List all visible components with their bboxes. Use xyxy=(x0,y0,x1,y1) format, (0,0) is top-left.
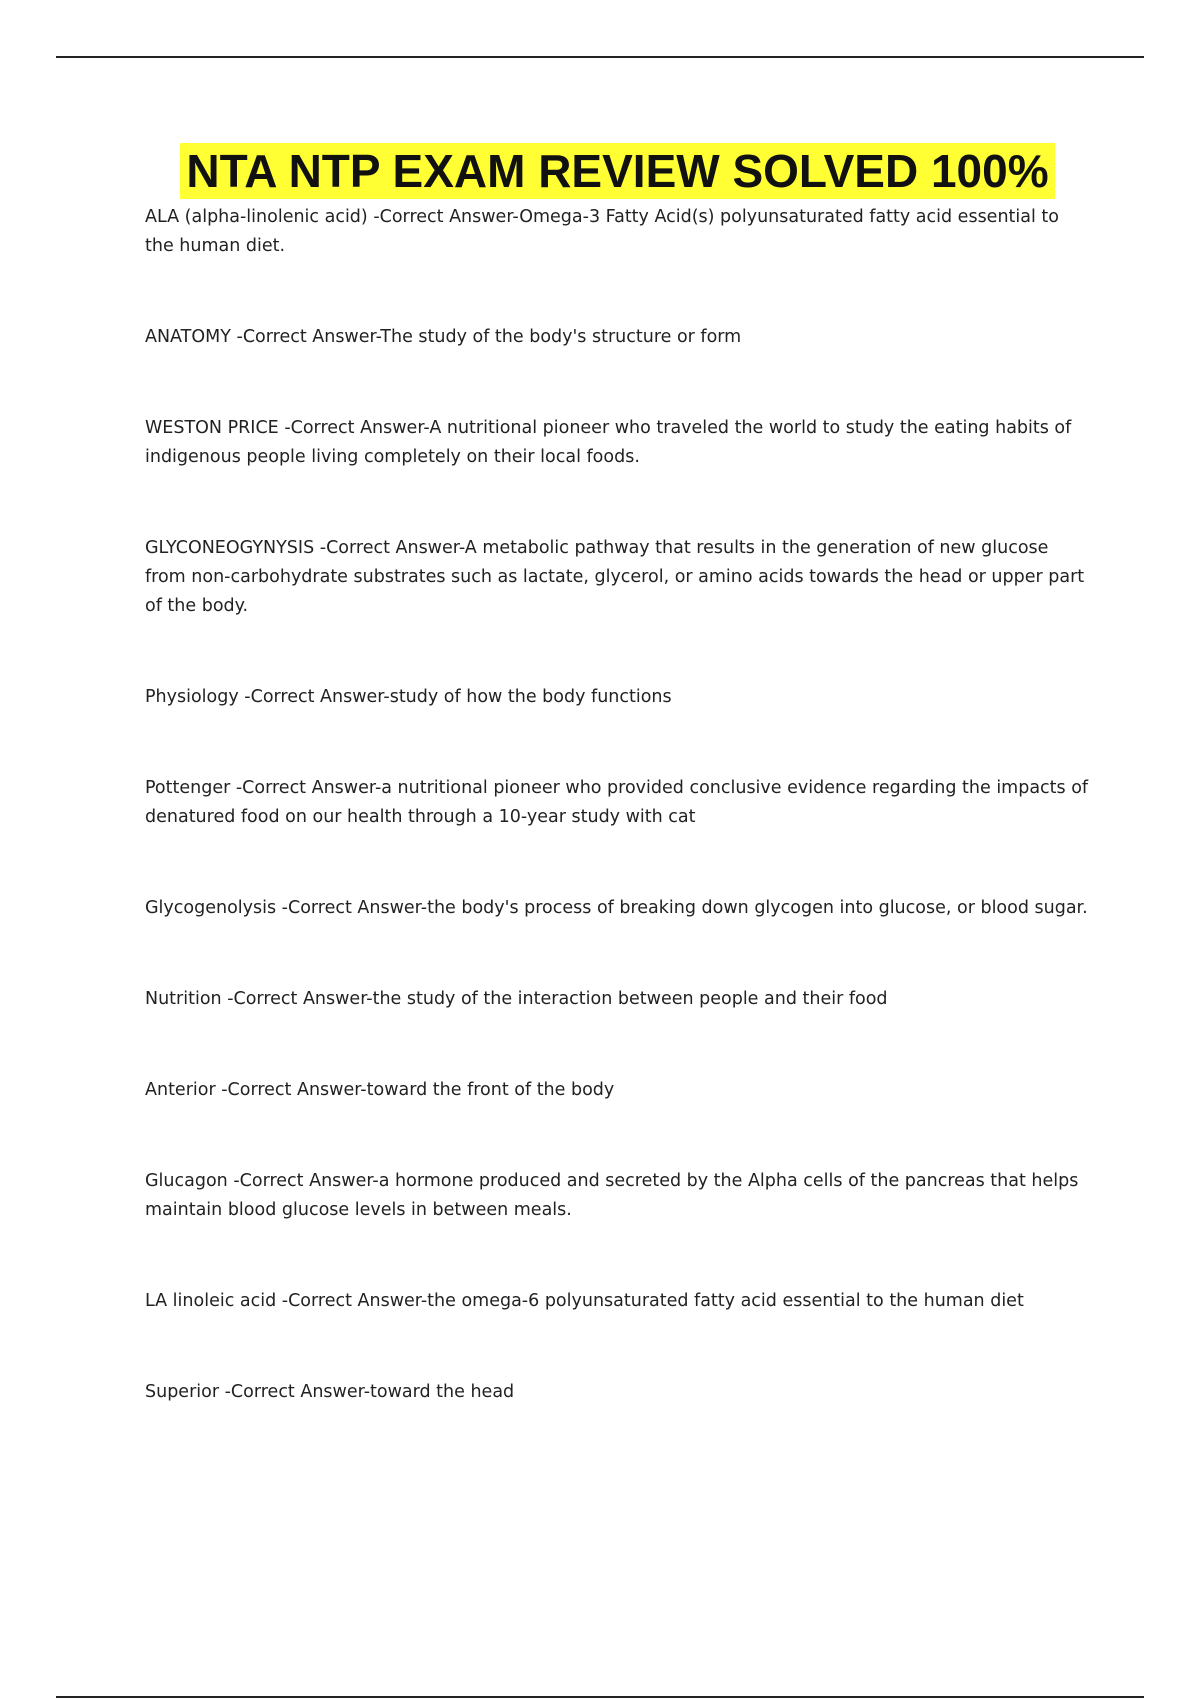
entry-term: ANATOMY xyxy=(145,327,237,347)
entry-separator: -Correct Answer- xyxy=(319,538,465,558)
entry-separator: -Correct Answer- xyxy=(373,207,520,227)
entry-answer: toward the head xyxy=(370,1382,515,1402)
qa-entry xyxy=(145,323,1090,352)
entry-separator: -Correct Answer- xyxy=(227,989,373,1009)
entry-term: LA linoleic acid xyxy=(145,1291,282,1311)
qa-entry xyxy=(145,1167,1090,1225)
qa-entry xyxy=(145,534,1090,621)
entry-separator: -Correct Answer- xyxy=(281,898,428,918)
qa-entry xyxy=(145,894,1090,923)
qa-entry xyxy=(145,414,1090,472)
entry-term: Pottenger xyxy=(145,778,236,798)
entry-answer: the study of the interaction between people and their food xyxy=(372,989,888,1009)
entry-term: GLYCONEOGYNYSIS xyxy=(145,538,320,558)
entry-answer: the omega-6 polyunsaturated fatty acid essential to the human diet xyxy=(427,1291,1024,1311)
qa-entry xyxy=(145,203,1090,261)
document-body xyxy=(145,143,1090,1469)
entry-answer: toward the front of the body xyxy=(366,1080,615,1100)
entry-term: WESTON PRICE xyxy=(145,418,285,438)
entry-term: Superior xyxy=(145,1382,225,1402)
entry-separator: -Correct Answer- xyxy=(221,1080,367,1100)
entry-separator: -Correct Answer- xyxy=(281,1291,428,1311)
entry-answer: the body's process of breaking down glycogen into glucose, or blood sugar. xyxy=(427,898,1088,918)
entry-separator: -Correct Answer- xyxy=(244,687,390,707)
qa-entry xyxy=(145,1076,1090,1105)
entry-answer: study of how the body functions xyxy=(389,687,672,707)
qa-entry xyxy=(145,683,1090,712)
qa-entry xyxy=(145,774,1090,832)
entry-term: Physiology xyxy=(145,687,245,707)
entry-term: Nutrition xyxy=(145,989,228,1009)
qa-entry xyxy=(145,985,1090,1014)
entry-separator: -Correct Answer- xyxy=(235,778,382,798)
qa-entry xyxy=(145,1378,1090,1407)
document-title: NTA NTP EXAM REVIEW SOLVED 100% xyxy=(180,143,1054,199)
entry-answer: The study of the body's structure or form xyxy=(380,327,742,347)
entry-answer: a hormone produced and secreted by the Alpha cells of the pancreas that helps maintain blood glucose levels in between meals. xyxy=(145,1171,1079,1220)
entry-answer: A nutritional pioneer who traveled the world to study the eating habits of indigenous people living completely on their local foods. xyxy=(145,418,1072,467)
title-wrap xyxy=(145,143,1090,199)
entry-separator: -Correct Answer- xyxy=(233,1171,379,1191)
entry-term: Glucagon xyxy=(145,1171,234,1191)
entry-answer: A metabolic pathway that results in the generation of new glucose from non-carbohydrate substrates such as lactate, glycerol, or amino acids towards the head or upper part of the body. xyxy=(145,538,1085,616)
entry-term: Anterior xyxy=(145,1080,222,1100)
entry-answer: a nutritional pioneer who provided conclusive evidence regarding the impacts of denatured food on our health through a 10-year study with cat xyxy=(145,778,1089,827)
entry-separator: -Correct Answer- xyxy=(284,418,430,438)
qa-entry xyxy=(145,1287,1090,1316)
entry-separator: -Correct Answer- xyxy=(224,1382,371,1402)
bottom-rule xyxy=(56,1696,1144,1698)
entry-separator: -Correct Answer- xyxy=(236,327,381,347)
entry-term: ALA (alpha-linolenic acid) xyxy=(145,207,374,227)
top-rule xyxy=(56,56,1144,58)
entry-answer: Omega-3 Fatty Acid(s) polyunsaturated fatty acid essential to the human diet. xyxy=(145,207,1059,256)
entry-term: Glycogenolysis xyxy=(145,898,282,918)
